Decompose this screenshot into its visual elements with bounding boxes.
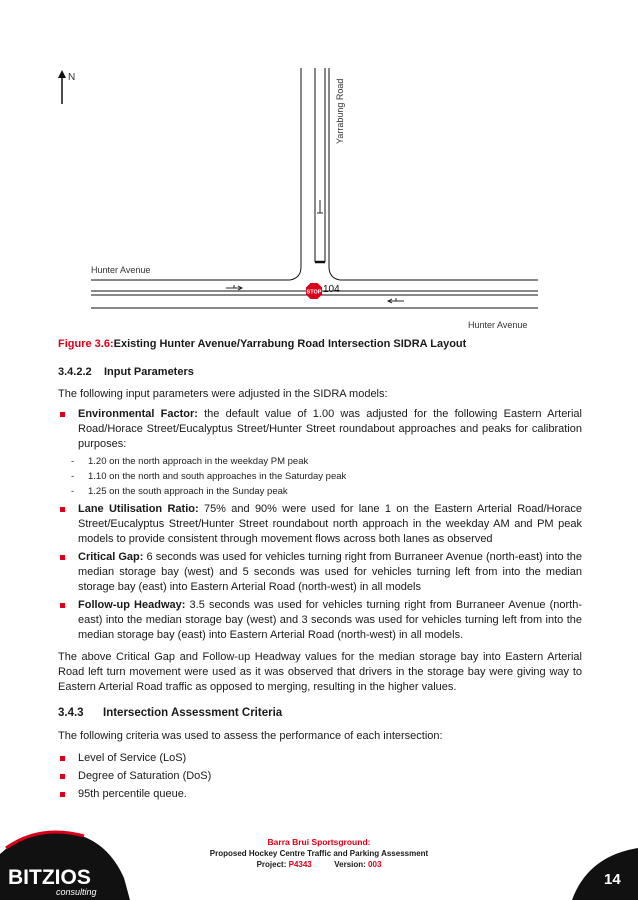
sub-list-item: - 1.25 on the south approach in the Sunday peak (71, 486, 288, 497)
north-lane-arrow-icon (317, 200, 323, 213)
figure-title: Existing Hunter Avenue/Yarrabung Road Intersection SIDRA Layout (113, 338, 467, 350)
sub-item-text: 1.25 on the south approach in the Sunday peak (88, 486, 288, 497)
intersection-layout-figure (56, 60, 546, 335)
sub-item-text: 1.20 on the north approach in the weekday PM peak (88, 456, 309, 467)
list-item (58, 769, 211, 784)
sub-list-item: - 1.20 on the north approach in the weekday PM peak (71, 456, 309, 467)
bullet-icon (60, 756, 65, 761)
section-number: 3.4.3 (58, 707, 84, 719)
bullet-term: Critical Gap: (78, 551, 144, 563)
input-intro-paragraph: The following input parameters were adjusted in the SIDRA models: (58, 388, 388, 400)
project-code: P4343 (288, 860, 312, 869)
list-item (58, 751, 186, 766)
list-item (58, 787, 187, 802)
bullet-icon (60, 412, 65, 417)
north-label: N (68, 72, 76, 83)
bullet-text: the default value of 1.00 was adjusted for the following Eastern Arterial Road/Horace Street/Eucalyptus Street/Hunter Street roundabout approaches and peaks for calibration purposes: (78, 408, 582, 450)
bullet-icon (60, 555, 65, 560)
criteria-item: Level of Service (LoS) (78, 752, 187, 764)
bullet-icon (60, 792, 65, 797)
bullet-term: Lane Utilisation Ratio: (78, 503, 199, 515)
list-item (58, 407, 582, 452)
section-heading-input-parameters (58, 366, 194, 378)
section-title: Intersection Assessment Criteria (103, 707, 283, 719)
criteria-item: 95th percentile queue. (78, 788, 187, 800)
bullet-term: Environmental Factor: (78, 408, 198, 420)
version-code: 003 (368, 860, 382, 869)
bullet-icon (60, 507, 65, 512)
criteria-intro-paragraph: The following criteria was used to assess the performance of each intersection: (58, 730, 443, 742)
intersection-id: 104 (323, 284, 340, 295)
list-item (58, 550, 582, 595)
north-arrow-icon (58, 70, 66, 104)
logo-wordmark: BITZIOS (8, 866, 91, 889)
project-label: Project: (256, 860, 287, 869)
list-item (58, 502, 582, 547)
figure-number: Figure 3.6: (58, 338, 114, 350)
sub-item-text: 1.10 on the north and south approaches in the Saturday peak (88, 471, 347, 482)
road-label-hunter-east: Hunter Avenue (468, 320, 528, 330)
westbound-lane-arrow-icon (226, 285, 242, 290)
bullet-icon (60, 603, 65, 608)
section-title: Input Parameters (104, 366, 194, 378)
criteria-item: Degree of Saturation (DoS) (78, 770, 212, 782)
sub-list-item: - 1.10 on the north and south approaches in the Saturday peak (71, 471, 347, 482)
road-label-yarrabung: Yarrabung Road (335, 78, 345, 144)
stop-sign-text: STOP (306, 289, 322, 296)
section-heading-assessment-criteria (58, 707, 282, 719)
bullet-text: 3.5 seconds was used for vehicles turning right from Burraneer Avenue (north-east) into the median storage bay (west) and 3 seconds was used for vehicles turning left from into the median storage bay (east) into Eastern Arterial Road (north-west) in all models. (78, 599, 582, 641)
page-footer (0, 826, 638, 900)
list-item (58, 598, 582, 643)
road-label-hunter-west: Hunter Avenue (91, 265, 151, 275)
footer-project-meta (0, 860, 638, 869)
footer-subtitle: Proposed Hockey Centre Traffic and Parking Assessment (209, 849, 429, 858)
bullet-icon (60, 774, 65, 779)
intersection-diagram (56, 60, 546, 335)
bullet-text: 75% and 90% were used for lane 1 on the Eastern Arterial Road/Horace Street/Eucalyptus Street/Hunter Street roundabout north approach in the weekday AM and PM peak models to provide consistent through movement flows across both lanes as observed (78, 503, 583, 545)
logo-tagline: consulting (56, 887, 97, 897)
north-approach-road (91, 68, 538, 280)
bullet-text: 6 seconds was used for vehicles turning right from Burraneer Avenue (north-east) into the median storage bay (west) and 5 seconds was used for vehicles turning left from into the median storage bay (east) into Eastern Arterial Road (north-west) in all models (78, 551, 582, 593)
stop-sign-icon (306, 283, 322, 299)
version-label: Version: (334, 860, 366, 869)
bullet-term: Follow-up Headway: (78, 599, 186, 611)
section-number: 3.4.2.2 (58, 366, 92, 378)
figure-caption (58, 338, 466, 350)
eastbound-lane-arrow-icon (388, 298, 404, 303)
closing-paragraph: The above Critical Gap and Follow-up Headway values for the median storage bay into Eastern Arterial Road left turn movement were used as it was observed that drivers in the storage bay were giving way to Eastern Arterial Road traffic as opposed to merging, resulting in the higher values. (58, 651, 582, 693)
footer-project-title: Barra Brui Sportsground: (267, 837, 371, 847)
page-number: 14 (604, 871, 621, 888)
